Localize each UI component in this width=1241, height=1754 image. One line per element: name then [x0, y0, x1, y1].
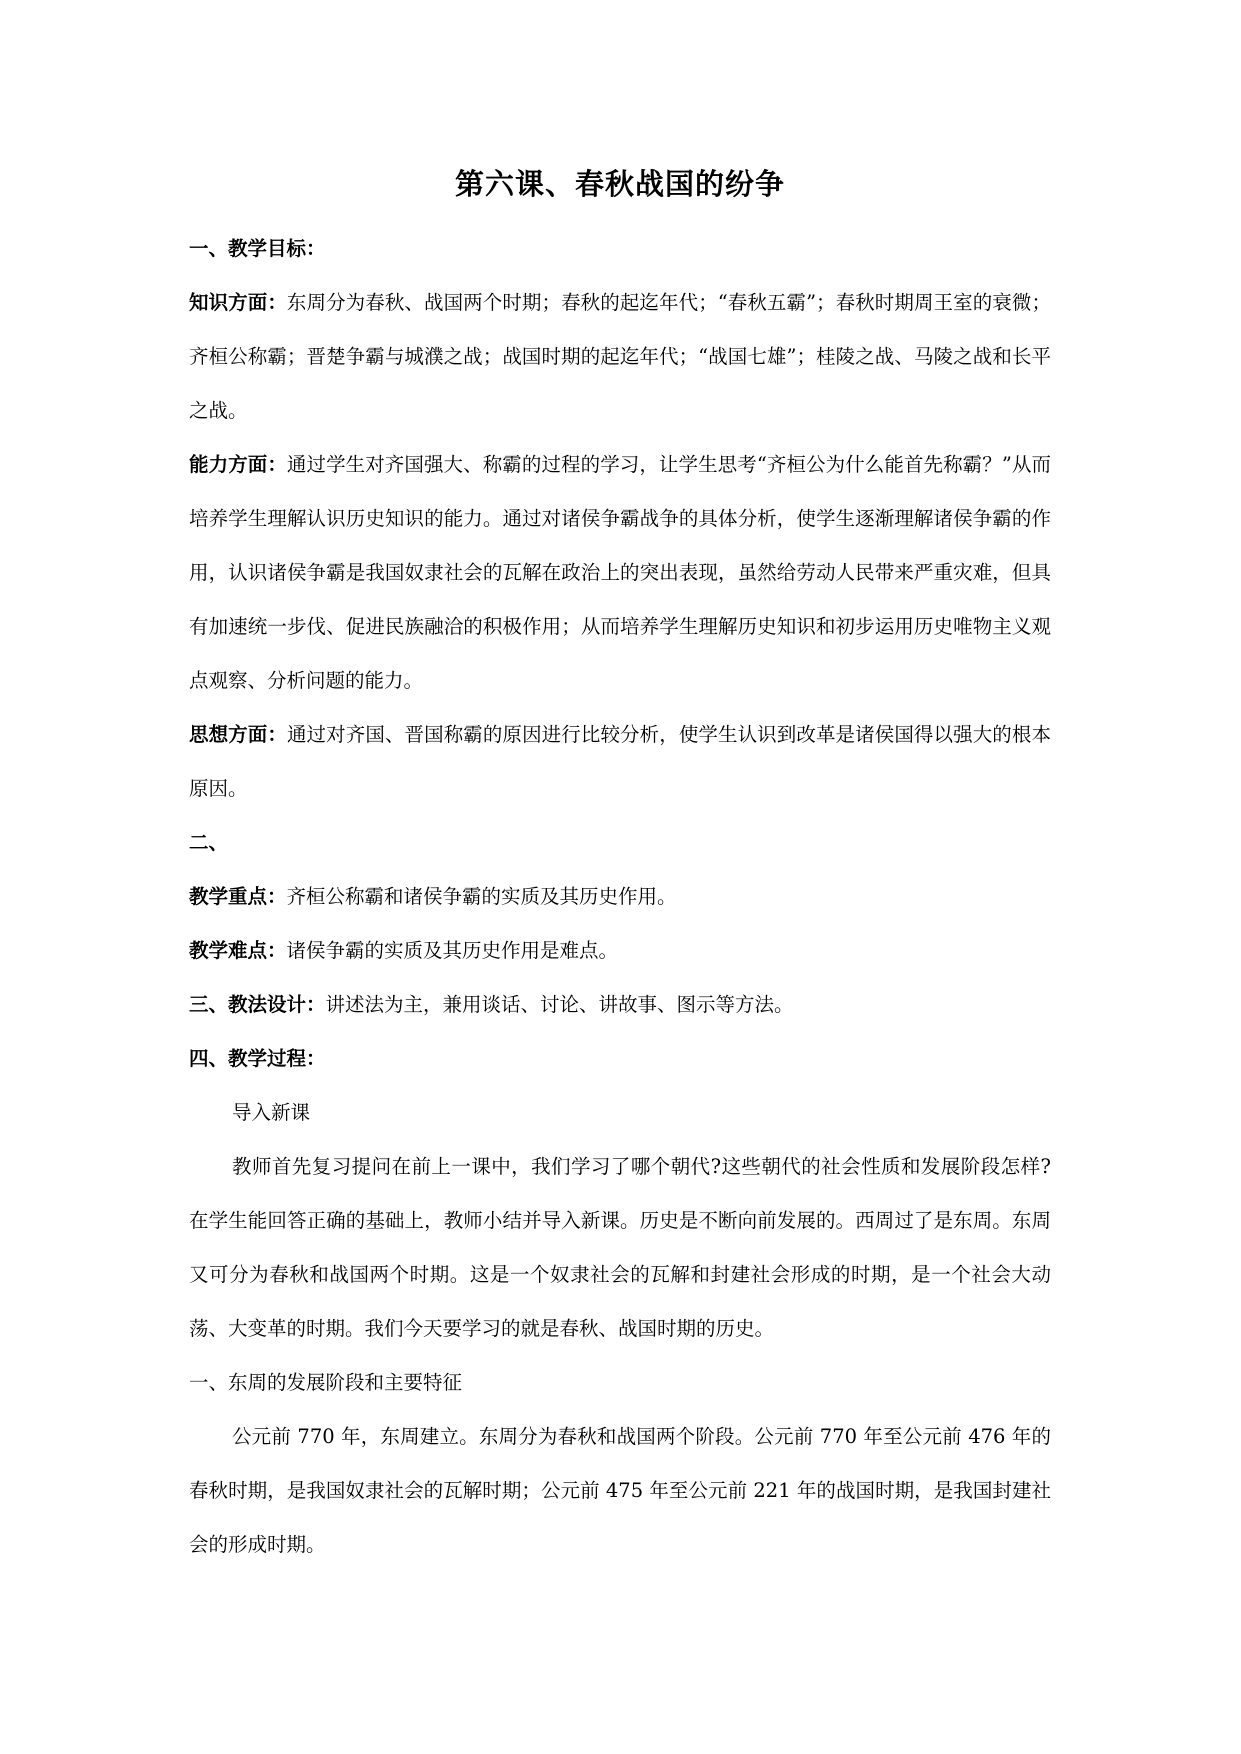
part1-heading: 一、东周的发展阶段和主要特征: [189, 1371, 463, 1394]
method-label: 三、教法设计：: [189, 993, 326, 1016]
ability-label: 能力方面：: [189, 453, 287, 476]
thought-text: 通过对齐国、晋国称霸的原因进行比较分析，使学生认识到改革是诸侯国得以强大的根本原因。: [189, 723, 1051, 800]
knowledge-paragraph: [189, 276, 1051, 438]
section-heading-objectives: 一、教学目标：: [189, 237, 326, 260]
document-body: [189, 160, 1051, 1572]
intro-label: 导入新课: [232, 1101, 311, 1124]
difficult-point-text: 诸侯争霸的实质及其历史作用是难点。: [286, 939, 619, 962]
knowledge-label: 知识方面：: [189, 291, 287, 314]
key-point-text: 齐桓公称霸和诸侯争霸的实质及其历史作用。: [286, 885, 677, 908]
thought-label: 思想方面：: [189, 723, 287, 746]
knowledge-text: 东周分为春秋、战国两个时期；春秋的起迄年代；“春秋五霸”；春秋时期周王室的衰微；齐桓公称霸；晋楚争霸与城濮之战；战国时期的起迄年代；“战国七雄”；桂陵之战、马陵之战和长平之战。: [189, 291, 1051, 422]
section-heading-process: 四、教学过程：: [189, 1047, 326, 1070]
ability-paragraph: [189, 438, 1051, 708]
key-point-label: 教学重点：: [189, 885, 287, 908]
difficult-point-paragraph: [189, 924, 1051, 978]
ability-text: 通过学生对齐国强大、称霸的过程的学习，让学生思考“齐桓公为什么能首先称霸？”从而培养学生理解认识历史知识的能力。通过对诸侯争霸战争的具体分析，使学生逐渐理解诸侯争霸的作用，认识诸侯争霸是我国奴隶社会的瓦解在政治上的突出表现，虽然给劳动人民带来严重灾难，但具有加速统一步伐、促进民族融洽的积极作用；从而培养学生理解历史知识和初步运用历史唯物主义观点观察、分析问题的能力。: [189, 453, 1051, 692]
document-title: 第六课、春秋战国的纷争: [454, 167, 785, 201]
intro-paragraph: 教师首先复习提问在前上一课中，我们学习了哪个朝代?这些朝代的社会性质和发展阶段怎样?在学生能回答正确的基础上，教师小结并导入新课。历史是不断向前发展的。西周过了是东周。东周又可分为春秋和战国两个时期。这是一个奴隶社会的瓦解和封建社会形成的时期，是一个社会大动荡、大变革的时期。我们今天要学习的就是春秋、战国时期的历史。: [189, 1155, 1051, 1340]
thought-paragraph: [189, 708, 1051, 816]
key-point-paragraph: [189, 870, 1051, 924]
difficult-point-label: 教学难点：: [189, 939, 287, 962]
method-text: 讲述法为主，兼用谈话、讨论、讲故事、图示等方法。: [325, 993, 794, 1016]
section-heading-two: 二、: [189, 831, 229, 854]
method-paragraph: [189, 978, 1051, 1032]
part1-paragraph: 公元前 770 年，东周建立。东周分为春秋和战国两个阶段。公元前 770 年至公元前 476 年的春秋时期，是我国奴隶社会的瓦解时期；公元前 475 年至公元前 221 年的战国时期，是我国封建社会的形成时期。: [189, 1425, 1051, 1556]
